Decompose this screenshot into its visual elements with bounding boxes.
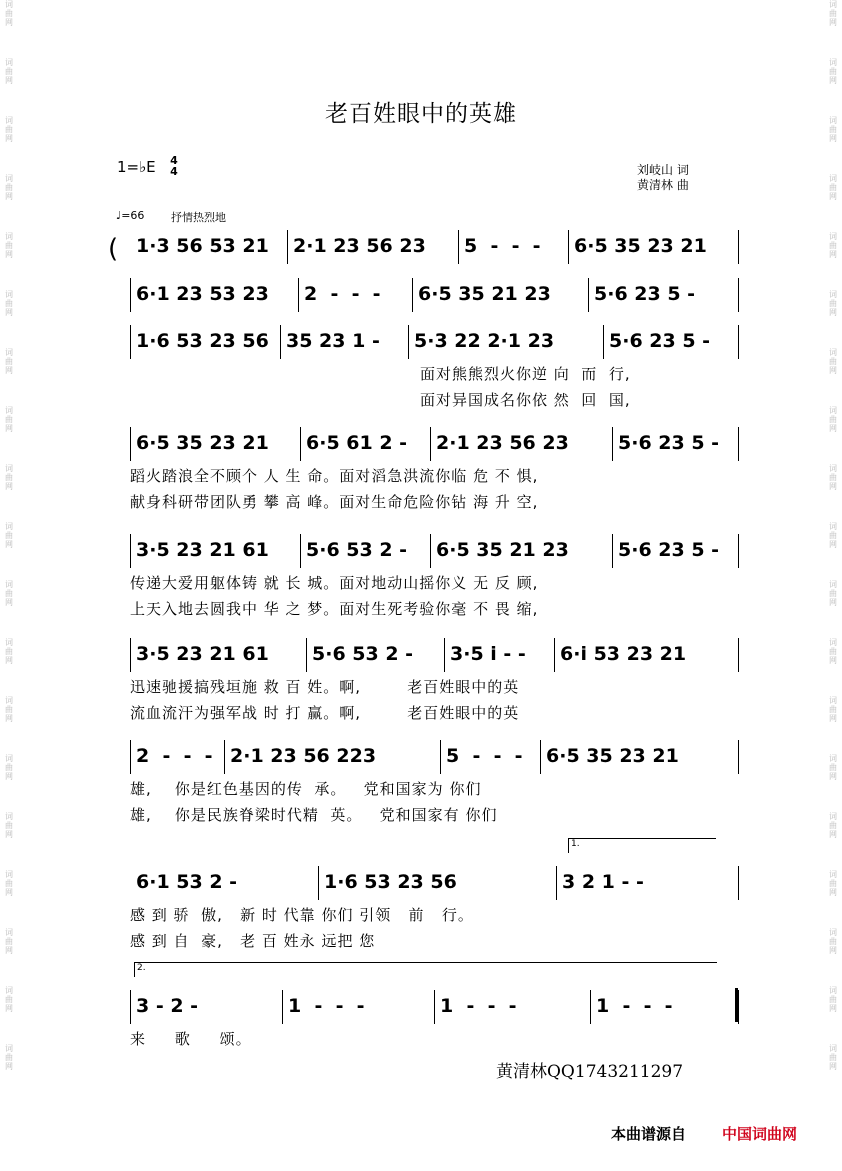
author-contact: 黄清林QQ1743211297 — [496, 1062, 684, 1082]
watermark-text: 词曲网 — [5, 986, 13, 1013]
lyric-line: 传递大爱用躯体铸 就 长 城。面对地动山摇你义 无 反 顾, — [130, 574, 539, 592]
watermark-text: 词曲网 — [5, 754, 13, 781]
measure-notes: 5·3 22 2·1 23 — [414, 330, 555, 352]
barline — [738, 866, 739, 900]
measure-notes: 6·5 35 21 23 — [418, 283, 551, 305]
watermark-text: 词曲网 — [5, 290, 13, 317]
watermark-text: 词曲网 — [829, 232, 837, 259]
credits — [637, 163, 689, 193]
watermark-text: 词曲网 — [829, 1044, 837, 1071]
watermark-right — [826, 0, 840, 1171]
barline — [568, 230, 569, 264]
watermark-text: 词曲网 — [5, 522, 13, 549]
lyric-line: 雄, 你是红色基因的传 承。 党和国家为 你们 — [130, 780, 482, 798]
measure-notes: 3 - 2 - — [136, 995, 199, 1017]
watermark-text: 词曲网 — [5, 58, 13, 85]
watermark-text: 词曲网 — [829, 464, 837, 491]
lyricist: 刘岐山 词 — [637, 163, 689, 177]
watermark-text: 词曲网 — [829, 522, 837, 549]
barline — [318, 866, 319, 900]
key-signature: 1=♭E — [117, 158, 156, 176]
watermark-left — [2, 0, 16, 1171]
measure-notes: 2 - - - — [304, 283, 381, 305]
time-bottom: 4 — [170, 165, 178, 178]
watermark-text: 词曲网 — [5, 232, 13, 259]
measure-notes: 3 2 1 - - — [562, 871, 644, 893]
source-label: 本曲谱源自 — [611, 1125, 687, 1143]
barline — [738, 534, 739, 568]
measure-notes: 5·6 23 5 - — [618, 539, 720, 561]
watermark-text: 词曲网 — [829, 986, 837, 1013]
watermark-text: 词曲网 — [829, 348, 837, 375]
lyric-line: 上天入地去圆我中 华 之 梦。面对生死考验你毫 不 畏 缩, — [130, 600, 539, 618]
measure-notes: 2·1 23 56 23 — [436, 432, 569, 454]
measure-notes: 1·6 53 23 56 — [136, 330, 269, 352]
measure-notes: 6·5 35 21 23 — [436, 539, 569, 561]
measure-notes: 1 - - - — [440, 995, 517, 1017]
watermark-text: 词曲网 — [829, 754, 837, 781]
barline — [130, 427, 131, 461]
measure-notes: 5·6 23 5 - — [618, 432, 720, 454]
measure-notes: 3·5 23 21 61 — [136, 539, 269, 561]
barline — [300, 427, 301, 461]
barline — [287, 230, 288, 264]
measure-notes: 2·1 23 56 223 — [230, 745, 377, 767]
watermark-text: 词曲网 — [5, 638, 13, 665]
lyric-line: 来 歌 颂。 — [130, 1030, 252, 1048]
final-barline — [735, 988, 738, 1022]
expression-marking: 抒情热烈地 — [171, 211, 226, 224]
measure-notes: 35 23 1 - — [286, 330, 380, 352]
watermark-text: 词曲网 — [829, 116, 837, 143]
watermark-text: 词曲网 — [5, 928, 13, 955]
time-top: 4 — [170, 154, 178, 167]
lyric-line: 面对异国成名你依 然 回 国, — [420, 391, 631, 409]
barline — [130, 990, 131, 1024]
watermark-text: 词曲网 — [829, 870, 837, 897]
watermark-text: 词曲网 — [829, 696, 837, 723]
watermark-text: 词曲网 — [5, 0, 13, 27]
barline — [224, 740, 225, 774]
song-title: 老百姓眼中的英雄 — [325, 101, 517, 127]
barline — [738, 325, 739, 359]
measure-notes: 6·i 53 23 21 — [560, 643, 687, 665]
watermark-text: 词曲网 — [829, 638, 837, 665]
measure-notes: 2 - - - — [136, 745, 213, 767]
barline — [130, 740, 131, 774]
composer: 黄清林 曲 — [637, 178, 689, 192]
watermark-text: 词曲网 — [829, 174, 837, 201]
tempo-marking: ♩=66 — [116, 209, 145, 222]
barline — [554, 638, 555, 672]
measure-notes: 6·1 53 2 - — [136, 871, 238, 893]
watermark-text: 词曲网 — [5, 116, 13, 143]
measure-notes: 1·6 53 23 56 — [324, 871, 457, 893]
volta2-bracket: 2. — [134, 962, 717, 977]
lyric-line: 献身科研带团队勇 攀 高 峰。面对生命危险你钻 海 升 空, — [130, 493, 539, 511]
watermark-text: 词曲网 — [829, 290, 837, 317]
lyric-line: 蹈火踏浪全不顾个 人 生 命。面对滔急洪流你临 危 不 惧, — [130, 467, 539, 485]
measure-notes: 5 - - - — [464, 235, 541, 257]
barline — [408, 325, 409, 359]
watermark-text: 词曲网 — [5, 464, 13, 491]
watermark-text: 词曲网 — [829, 928, 837, 955]
repeat-paren: ( — [108, 234, 119, 264]
barline — [444, 638, 445, 672]
barline — [738, 740, 739, 774]
barline — [282, 990, 283, 1024]
watermark-text: 词曲网 — [829, 0, 837, 27]
watermark-text: 词曲网 — [829, 580, 837, 607]
barline — [590, 990, 591, 1024]
barline — [738, 230, 739, 264]
measure-notes: 5·6 23 5 - — [594, 283, 696, 305]
watermark-text: 词曲网 — [5, 406, 13, 433]
watermark-text: 词曲网 — [5, 580, 13, 607]
measure-notes: 5·6 53 2 - — [312, 643, 414, 665]
barline — [440, 740, 441, 774]
lyric-line: 感 到 骄 傲, 新 时 代靠 你们 引领 前 行。 — [130, 906, 474, 924]
watermark-text: 词曲网 — [5, 174, 13, 201]
barline — [738, 278, 739, 312]
measure-notes: 3·5 23 21 61 — [136, 643, 269, 665]
barline — [130, 325, 131, 359]
barline — [300, 534, 301, 568]
measure-notes: 3·5 i - - — [450, 643, 526, 665]
barline — [588, 278, 589, 312]
barline — [298, 278, 299, 312]
barline — [434, 990, 435, 1024]
lyric-line: 面对熊熊烈火你逆 向 而 行, — [420, 365, 631, 383]
lyric-line: 雄, 你是民族脊梁时代精 英。 党和国家有 你们 — [130, 806, 498, 824]
lyric-line: 流血流汗为强军战 时 打 赢。啊, 老百姓眼中的英 — [130, 704, 520, 722]
barline — [612, 427, 613, 461]
barline — [130, 534, 131, 568]
watermark-text: 词曲网 — [5, 1044, 13, 1071]
lyric-line: 迅速驰援搞残垣施 救 百 姓。啊, 老百姓眼中的英 — [130, 678, 520, 696]
barline — [556, 866, 557, 900]
watermark-text: 词曲网 — [5, 696, 13, 723]
watermark-text: 词曲网 — [829, 812, 837, 839]
site-link[interactable]: 中国词曲网 — [722, 1125, 798, 1143]
barline — [430, 534, 431, 568]
watermark-text: 词曲网 — [5, 812, 13, 839]
lyric-line: 感 到 自 豪, 老 百 姓永 远把 您 — [130, 932, 376, 950]
volta1-bracket: 1. — [568, 838, 716, 853]
barline — [612, 534, 613, 568]
watermark-text: 词曲网 — [5, 870, 13, 897]
barline — [738, 990, 739, 1024]
barline — [738, 638, 739, 672]
measure-notes: 6·5 35 23 21 — [136, 432, 269, 454]
measure-notes: 1·3 56 53 21 — [136, 235, 269, 257]
barline — [130, 278, 131, 312]
barline — [603, 325, 604, 359]
barline — [280, 325, 281, 359]
measure-notes: 2·1 23 56 23 — [293, 235, 426, 257]
watermark-text: 词曲网 — [829, 58, 837, 85]
barline — [458, 230, 459, 264]
measure-notes: 6·5 61 2 - — [306, 432, 408, 454]
measure-notes: 6·1 23 53 23 — [136, 283, 269, 305]
watermark-text: 词曲网 — [829, 406, 837, 433]
measure-notes: 5·6 53 2 - — [306, 539, 408, 561]
measure-notes: 1 - - - — [288, 995, 365, 1017]
barline — [130, 638, 131, 672]
barline — [540, 740, 541, 774]
measure-notes: 6·5 35 23 21 — [546, 745, 679, 767]
watermark-text: 词曲网 — [5, 348, 13, 375]
barline — [430, 427, 431, 461]
measure-notes: 1 - - - — [596, 995, 673, 1017]
measure-notes: 5 - - - — [446, 745, 523, 767]
barline — [412, 278, 413, 312]
measure-notes: 5·6 23 5 - — [609, 330, 711, 352]
barline — [738, 427, 739, 461]
measure-notes: 6·5 35 23 21 — [574, 235, 707, 257]
barline — [306, 638, 307, 672]
time-signature — [169, 155, 179, 177]
